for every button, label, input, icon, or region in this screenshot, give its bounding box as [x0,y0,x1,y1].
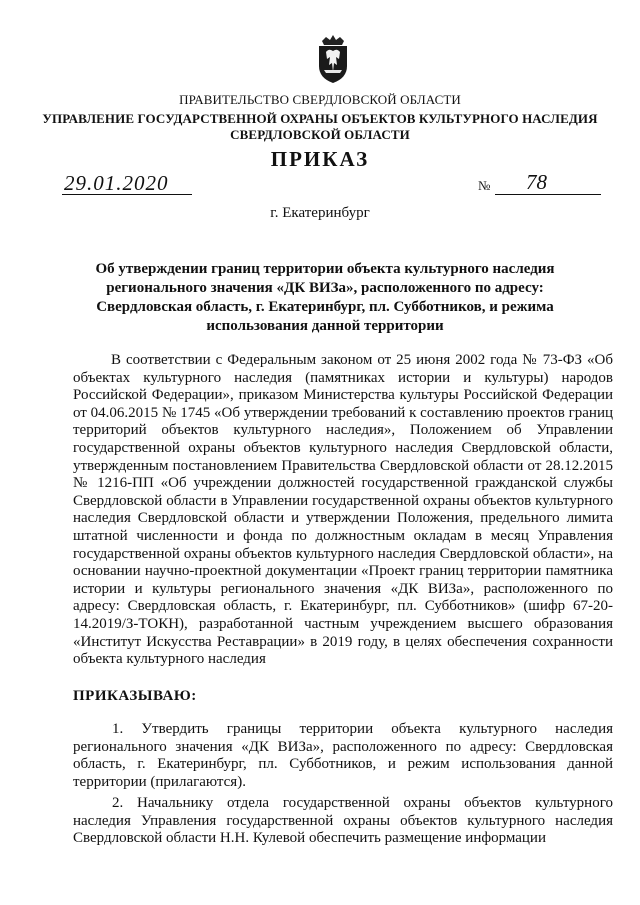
order-number-underline [495,172,601,195]
document-type: ПРИКАЗ [270,147,370,171]
order-date: 29.01.2020 [62,172,192,195]
coat-of-arms-emblem [316,32,350,84]
department-name-line1: УПРАВЛЕНИЕ ГОСУДАРСТВЕННОЙ ОХРАНЫ ОБЪЕКТОВ КУЛЬТУРНОГО НАСЛЕДИЯ [42,111,598,126]
order-title: Об утверждении границ территории объекта культурного наследия регионального значения «ДК ВИЗа», расположенного по адресу: Свердловская область, г. Екатеринбург, пл. Субботников, и режима использования данной территории [95,261,555,334]
department-name-line2: СВЕРДЛОВСКОЙ ОБЛАСТИ [230,127,410,142]
department-name [0,111,640,143]
order-item-2: 2. Начальнику отдела государственной охраны объектов культурного наследия Управления государственной охраны объектов культурного наследия Свердловской области Н.Н. Кулевой обеспечить размещение информации [73,795,613,847]
order-item-2-container [73,795,613,847]
order-number: 78 [526,170,547,194]
preamble-paragraph: В соответствии с Федеральным законом от 25 июня 2002 года № 73-ФЗ «Об объектах культурного наследия (памятниках истории и культуры) народов Российской Федерации», приказом Министерства культуры Российской Федерации от 04.06.2015 № 1745 «Об утверждении требований к составлению проектов границ территорий объектов культурного наследия», Положением об Управлении государственной охраны объектов культурного наследия Свердловской области, утвержденным постановлением Правительства Свердловской области от 28.12.2015 № 1216-ПП «Об учреждении должностей государственной гражданской службы Свердловской области в Управлении государственной охраны объектов культурного наследия Свердловской области и утверждении Положения, предельного лимита штатной численности и фонда по должностным окладам в месяц Управления государственной охраны объектов культурного наследия Свердловской области», на основании научно-проектной документации «Проект границ территории памятника истории и культуры регионального значения «ДК ВИЗа», расположенного по адресу: Свердловская область, г. Екатеринбург, пл. Субботников» (шифр 67-20-14.2019/З-ТОКН), разработанной частным учреждением высшего образования «Институт Искусства Реставрации» в 2019 году, в целях обеспечения сохранности объекта культурного наследия [73,352,613,668]
government-name: ПРАВИТЕЛЬСТВО СВЕРДЛОВСКОЙ ОБЛАСТИ [179,92,461,107]
orders-heading: ПРИКАЗЫВАЮ: [73,688,197,704]
order-number-label: № [478,178,491,193]
city: г. Екатеринбург [270,205,370,221]
order-item-1: 1. Утвердить границы территории объекта культурного наследия регионального значения «ДК ВИЗа», расположенного по адресу: Свердловская область, г. Екатеринбург, пл. Субботников, и режим использования данной территории (прилагаются). [73,721,613,790]
